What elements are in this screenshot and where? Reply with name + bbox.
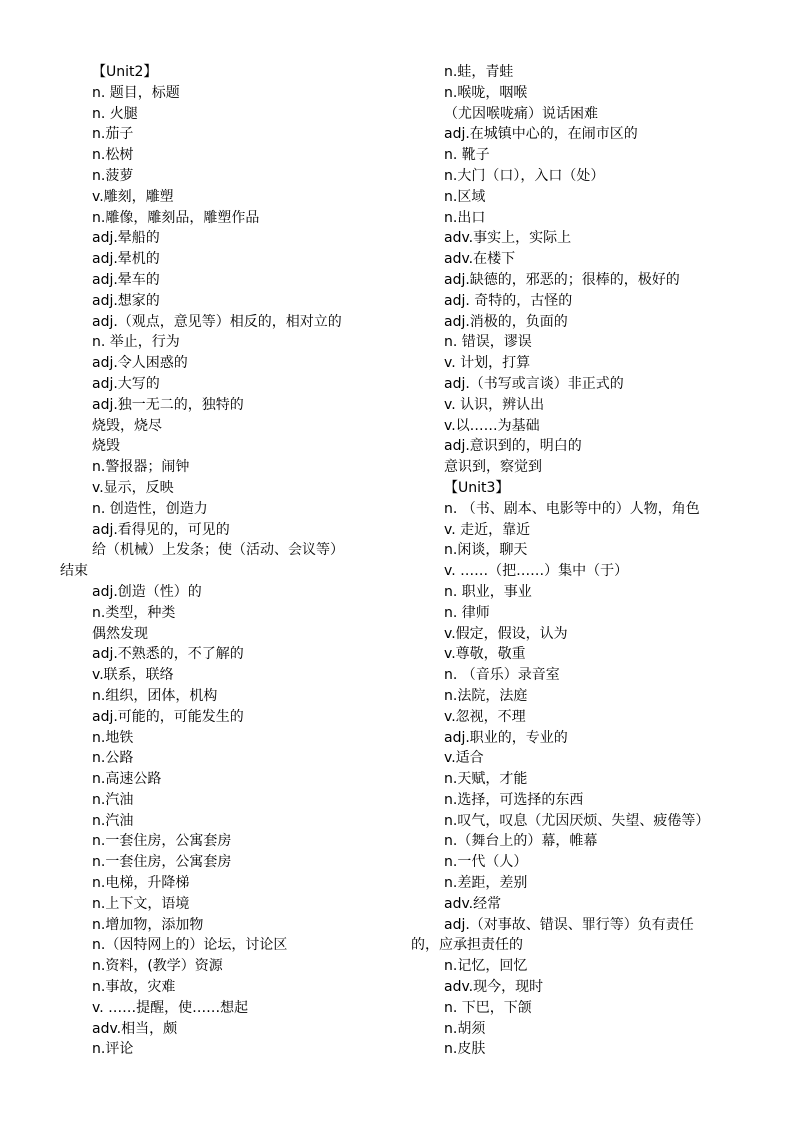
vocab-line: adj. 奇特的，古怪的 (444, 292, 573, 309)
vocab-line: n. 错误，谬误 (444, 334, 532, 351)
vocab-line: n.汽油 (92, 791, 134, 808)
vocab-line: v. 计划，打算 (444, 355, 531, 372)
vocab-line: n. 靴子 (444, 147, 490, 164)
vocab-line: v.以……为基础 (444, 417, 540, 434)
vocab-line: adj.（书写或言谈）非正式的 (444, 375, 624, 392)
vocab-line: v.忽视，不理 (444, 708, 526, 725)
vocab-line: n.选择，可选择的东西 (444, 791, 584, 808)
vocab-line: n.高速公路 (92, 771, 162, 788)
vocab-line: n. （书、剧本、电影等中的）人物，角色 (444, 500, 700, 517)
vocab-line: n.一套住房，公寓套房 (92, 833, 232, 850)
vocab-line: n.上下文，语境 (92, 895, 190, 912)
vocab-line: adj.晕船的 (92, 230, 160, 247)
left-vocab-column (60, 62, 412, 1060)
vocab-line: adj.令人困惑的 (92, 355, 188, 372)
vocab-line: adj.（对事故、错误、罪行等）负有责任 (444, 916, 694, 933)
vocab-line: adv.经常 (444, 895, 502, 912)
vocab-line: 偶然发现 (92, 625, 148, 642)
vocab-line: v.雕刻，雕塑 (92, 188, 174, 205)
vocab-line: 给（机械）上发条；使（活动、会议等） (92, 542, 344, 559)
right-vocab-column (411, 62, 744, 1060)
vocab-line: n.资料，(教学）资源 (92, 958, 223, 975)
vocab-line: n.记忆，回忆 (444, 958, 528, 975)
vocab-line: 烧毁 (92, 438, 120, 455)
vocab-line: n. 创造性，创造力 (92, 500, 208, 517)
vocab-line: n.一套住房，公寓套房 (92, 854, 232, 871)
vocab-line: adv.现今，现时 (444, 979, 544, 996)
vocab-line: adj.可能的，可能发生的 (92, 708, 244, 725)
vocab-line: n.公路 (92, 750, 134, 767)
vocab-line: n.（因特网上的）论坛，讨论区 (92, 937, 288, 954)
vocab-line: n.喉咙，咽喉 (444, 84, 528, 101)
vocab-line: adj.职业的，专业的 (444, 729, 568, 746)
vocab-line: adj.在城镇中心的，在闹市区的 (444, 126, 638, 143)
vocab-line: v. ……（把……）集中（于） (444, 563, 629, 580)
vocab-line: n. 题目，标题 (92, 84, 180, 101)
vocab-line: n.出口 (444, 209, 486, 226)
vocab-line: adv.相当，颇 (92, 1020, 178, 1037)
vocab-line: n.蛙，青蛙 (444, 64, 514, 80)
vocab-line: （尤因喉咙痛）说话困难 (444, 105, 598, 122)
vocab-line: v. ……提醒，使……想起 (92, 999, 249, 1016)
vocab-line: n.组织，团体，机构 (92, 687, 218, 704)
vocab-line: n. 火腿 (92, 105, 138, 122)
vocab-line: n.胡须 (444, 1020, 486, 1037)
vocab-line: n.菠萝 (92, 167, 134, 184)
vocab-line: v.尊敬，敬重 (444, 646, 526, 663)
vocab-line: adv.在楼下 (444, 251, 516, 268)
vocab-line: n. 律师 (444, 604, 490, 621)
vocab-line: adj.消极的，负面的 (444, 313, 568, 330)
vocab-line: adj.想家的 (92, 292, 160, 309)
vocab-line: n.雕像，雕刻品，雕塑作品 (92, 209, 260, 226)
vocab-line: v.适合 (444, 750, 484, 767)
vocab-line: v.联系，联络 (92, 667, 174, 684)
vocab-line: n.评论 (92, 1041, 134, 1058)
vocab-line: n.增加物，添加物 (92, 916, 204, 933)
vocab-line: adj.（观点，意见等）相反的，相对立的 (92, 313, 342, 330)
vocab-line: n.差距，差别 (444, 875, 528, 892)
vocab-line: v. 走近，靠近 (444, 521, 531, 538)
vocab-line: adj.晕车的 (92, 271, 160, 288)
vocab-line: n.警报器；闹钟 (92, 459, 190, 476)
vocab-line: adj.创造（性）的 (92, 583, 202, 600)
vocab-line: v.假定，假设，认为 (444, 625, 568, 642)
vocab-line: n. （音乐）录音室 (444, 667, 560, 684)
vocab-line: n.大门（口），入口（处） (444, 167, 605, 184)
vocab-line: adj.看得见的，可见的 (92, 521, 230, 538)
vocab-line: 烧毁，烧尽 (92, 417, 162, 434)
vocab-line: 的，应承担责任的 (411, 937, 523, 954)
vocab-line: n.区域 (444, 188, 486, 205)
vocab-line: adj.大写的 (92, 375, 160, 392)
vocab-line: n.电梯，升降梯 (92, 875, 190, 892)
vocab-line: n.松树 (92, 147, 134, 164)
vocab-line: n.地铁 (92, 729, 134, 746)
vocab-line: n.天赋，才能 (444, 771, 528, 788)
vocab-line: n. 职业，事业 (444, 583, 532, 600)
vocab-line: n. 举止，行为 (92, 334, 180, 351)
vocab-line: n.一代（人） (444, 854, 528, 871)
vocab-line: n.类型，种类 (92, 604, 176, 621)
vocab-line: 【Unit2】 (92, 64, 158, 80)
vocab-line: 结束 (60, 563, 88, 580)
vocab-line: n.汽油 (92, 812, 134, 829)
vocab-line: n.事故，灾难 (92, 979, 176, 996)
vocab-line: 【Unit3】 (444, 479, 510, 496)
vocab-line: adj.晕机的 (92, 251, 160, 268)
vocab-line: adj.缺德的，邪恶的；很棒的，极好的 (444, 271, 680, 288)
vocab-line: adj.意识到的，明白的 (444, 438, 582, 455)
vocab-line: n.茄子 (92, 126, 134, 143)
vocab-line: n.（舞台上的）幕，帷幕 (444, 833, 598, 850)
vocab-line: adj.不熟悉的，不了解的 (92, 646, 244, 663)
vocab-line: v.显示，反映 (92, 479, 174, 496)
vocab-line: adv.事实上，实际上 (444, 230, 572, 247)
vocab-line: n. 下巴，下颌 (444, 999, 532, 1016)
vocab-line: adj.独一无二的，独特的 (92, 396, 244, 413)
vocab-line: n.叹气，叹息（尤因厌烦、失望、疲倦等） (444, 812, 710, 829)
vocab-line: n.法院，法庭 (444, 687, 528, 704)
vocab-line: 意识到，察觉到 (444, 459, 542, 476)
vocab-line: n.皮肤 (444, 1041, 486, 1058)
vocab-line: n.闲谈，聊天 (444, 542, 528, 559)
vocab-line: v. 认识，辨认出 (444, 396, 545, 413)
